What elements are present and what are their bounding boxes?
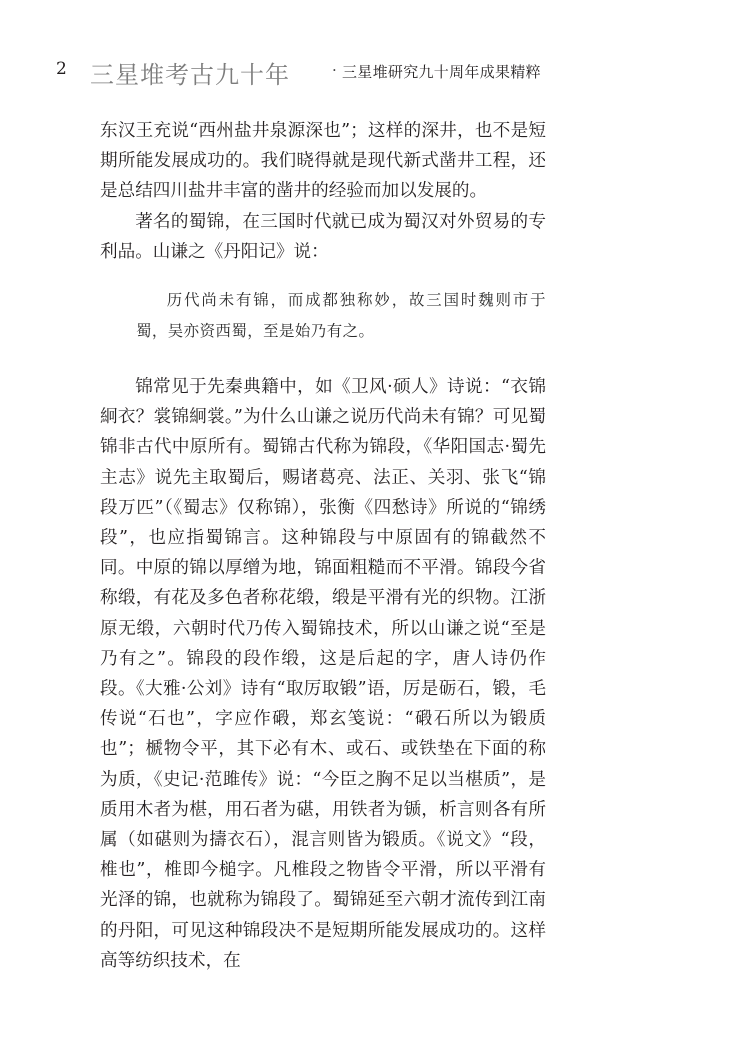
paragraph-2: 著名的蜀锦，在三国时代就已成为蜀汉对外贸易的专利品。山谦之《丹阳记》说： [100, 211, 546, 262]
running-header [56, 55, 696, 89]
header-subtitle: 三星堆研究九十周年成果精粹 [342, 63, 541, 81]
block-quote: 历代尚未有锦，而成都独称妙，故三国时魏则市于蜀，吴亦资西蜀，至是始乃有之。 [136, 291, 546, 340]
paragraph-1: 东汉王充说“西州盐井泉源深也”；这样的深井，也不是短期所能发展成功的。我们晓得就是现代新式凿井工程，还是总结四川盐井丰富的凿井的经验而加以发展的。 [100, 121, 546, 202]
paragraph-3: 锦常见于先秦典籍中，如《卫风·硕人》诗说：“衣锦絅衣？裳锦絅裳。”为什么山谦之说历代尚未有锦？可见蜀锦非古代中原所有。蜀锦古代称为锦段，《华阳国志·蜀先主志》说先主取蜀后，赐诸葛亮、法正、关羽、张飞“锦段万匹”（《蜀志》仅称锦），张衡《四愁诗》所说的“锦绣段”，也应指蜀锦言。这种锦段与中原固有的锦截然不同。中原的锦以厚缯为地，锦面粗糙而不平滑。锦段今省称缎，有花及多色者称花缎，缎是平滑有光的织物。江浙原无缎，六朝时代乃传入蜀锦技术，所以山谦之说“至是乃有之”。锦段的段作缎，这是后起的字，唐人诗仍作段。《大雅·公刘》诗有“取厉取锻”语，厉是砺石，锻，毛传说“石也”，字应作碫，郑玄笺说：“碫石所以为锻质也”；榹物令平，其下必有木、或石、或铁垫在下面的称为质，《史记·范雎传》说：“今臣之胸不足以当椹质”，是质用木者为椹，用石者为碪，用铁者为锧，析言则各有所属（如碪则为擣衣石），混言则皆为锻质。《说文》“段，椎也”，椎即今槌字。凡椎段之物皆令平滑，所以平滑有光泽的锦，也就称为锦段了。蜀锦延至六朝才流传到江南的丹阳，可见这种锦段决不是短期所能发展成功的。这样高等纺织技术，在 [100, 377, 546, 971]
page-number: 2 [56, 59, 67, 79]
page-body [100, 116, 546, 976]
header-separator: · [332, 61, 337, 79]
series-title: 三星堆考古九十年 [90, 61, 290, 89]
